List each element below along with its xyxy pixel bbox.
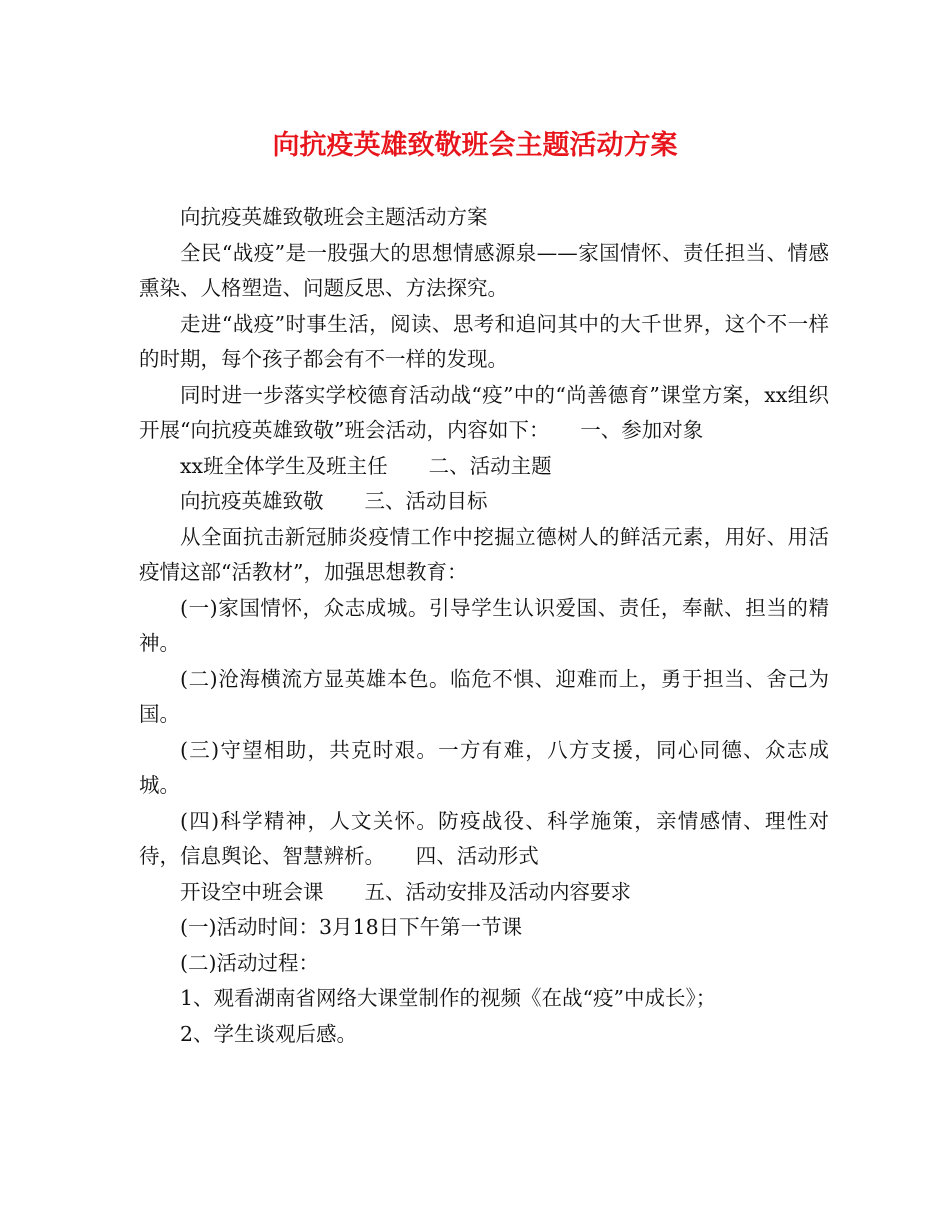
paragraph: (二)沧海横流方显英雄本色。临危不惧、迎难而上，勇于担当、舍己为国。 bbox=[139, 666, 829, 726]
paragraph: 向抗疫英雄致敬班会主题活动方案 bbox=[180, 205, 488, 229]
paragraph: 向抗疫英雄致敬 三、活动目标 bbox=[180, 489, 488, 513]
paragraph: 2、学生谈观后感。 bbox=[180, 1021, 358, 1046]
document-title: 向抗疫英雄致敬班会主题活动方案 bbox=[272, 130, 678, 161]
paragraph: 从全面抗击新冠肺炎疫情工作中挖掘立德树人的鲜活元素，用好、用活疫情这部“活教材”，加强思想教育： bbox=[139, 524, 829, 584]
paragraph: (三)守望相助，共克时艰。一方有难，八方支援，同心同德、众志成城。 bbox=[139, 737, 829, 797]
paragraph: 同时进一步落实学校德育活动战“疫”中的“尚善德育”课堂方案，xx组织开展“向抗疫英雄致敬”班会活动，内容如下： 一、参加对象 bbox=[139, 382, 829, 442]
paragraph: (二)活动过程： bbox=[180, 950, 319, 975]
paragraph: (四)科学精神，人文关怀。防疫战役、科学施策，亲情感情、理性对待，信息舆论、智慧辨析。 四、活动形式 bbox=[139, 808, 829, 868]
paragraph: xx班全体学生及班主任 二、活动主题 bbox=[180, 453, 552, 478]
paragraph: (一)家国情怀，众志成城。引导学生认识爱国、责任，奉献、担当的精神。 bbox=[139, 595, 829, 655]
paragraph: (一)活动时间：3月18日下午第一节课 bbox=[180, 915, 523, 939]
document-body bbox=[139, 200, 829, 1052]
paragraph: 全民“战疫”是一股强大的思想情感源泉——家国情怀、责任担当、情感熏染、人格塑造、问题反思、方法探究。 bbox=[139, 240, 829, 300]
paragraph: 1、观看湖南省网络大课堂制作的视频《在战“疫”中成长》； bbox=[180, 986, 717, 1010]
paragraph: 走进“战疫”时事生活，阅读、思考和追问其中的大千世界，这个不一样的时期，每个孩子都会有不一样的发现。 bbox=[139, 311, 829, 371]
paragraph: 开设空中班会课 五、活动安排及活动内容要求 bbox=[180, 879, 631, 904]
